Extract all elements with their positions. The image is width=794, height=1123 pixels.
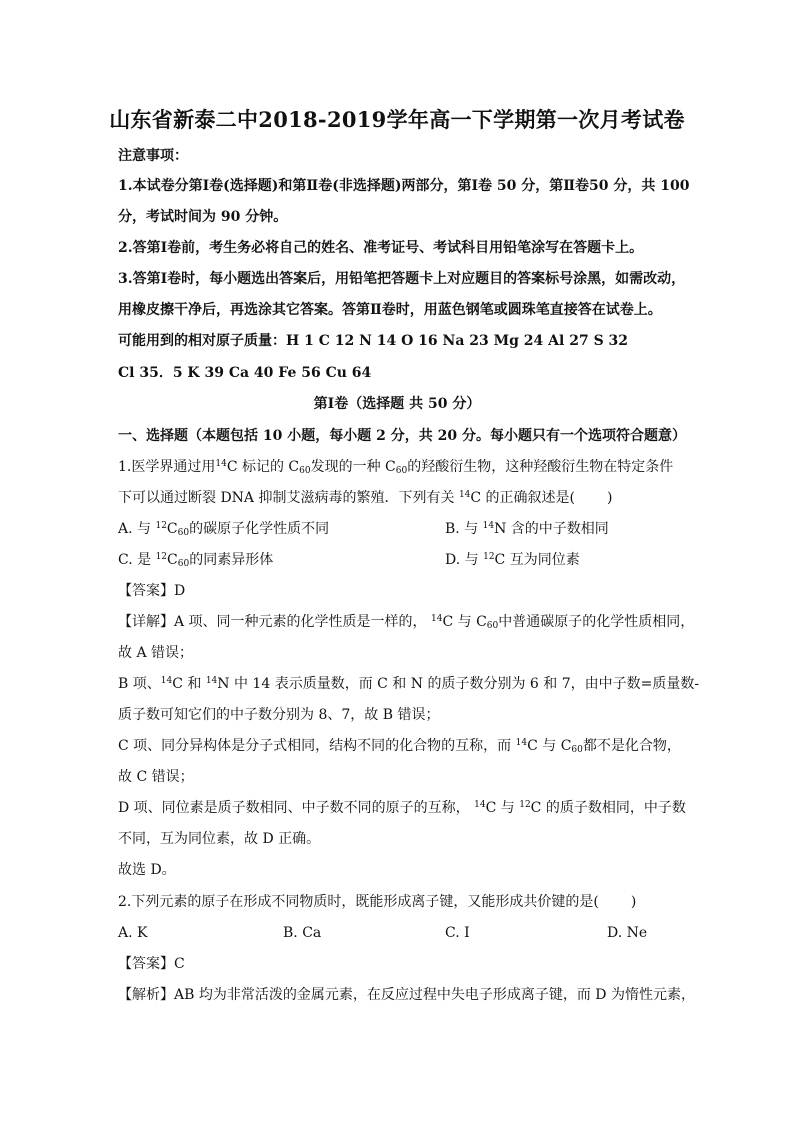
notice-item-1-line-2: 分，考试时间为 90 分钟。: [118, 209, 288, 225]
q1-option-a: A. 与 $^{12}C_{60}$的碳原子化学性质不同: [118, 521, 330, 538]
q1-explanation-line-4: 质子数可知它们的中子数分别为 8、7，故 B 错误；: [118, 707, 440, 723]
part-heading: 一、选择题（本题包括 10 小题，每小题 2 分，共 20 分。每小题只有一个选项符合题意）: [118, 428, 686, 444]
q1-explanation-line-5: C 项、同分异构体是分子式相同，结构不同的化合物的互称，而 $^{14}$C 与 $C_{60}$都不是化合物，: [118, 738, 681, 755]
q1-option-d: D. 与 $^{12}$C 互为同位素: [445, 552, 580, 568]
atomic-masses-line-2: Cl 35．5 K 39 Ca 40 Fe 56 Cu 64: [118, 365, 372, 381]
q2-answer: 【答案】C: [118, 956, 185, 972]
q2-option-d: D. Ne: [607, 925, 648, 941]
q1-stem-line-1: 1.医学界通过用$^{14}$C 标记的 $C_{60}$发现的一种 $C_{60}$的羟酸衍生物，这种羟酸衍生物在特定条件: [118, 459, 674, 476]
notice-heading: 注意事项：: [118, 148, 188, 164]
q1-explanation-line-2: 故 A 错误；: [118, 645, 194, 661]
q1-explanation-line-8: 不同，互为同位素，故 D 正确。: [118, 831, 321, 847]
q1-explanation-line-7: D 项、同位素是质子数相同、中子数不同的原子的互称， $^{14}$C 与 $^{12}$C 的质子数相同，中子数: [118, 800, 686, 816]
q2-option-c: C. I: [445, 925, 470, 941]
notice-item-1-line-1: 1.本试卷分第Ⅰ卷(选择题)和第Ⅱ卷(非选择题)两部分，第Ⅰ卷 50 分，第Ⅱ卷50 分，共 100: [118, 178, 690, 194]
q1-answer: 【答案】D: [118, 583, 186, 599]
q1-explanation-line-3: B 项、$^{14}$C 和 $^{14}$N 中 14 表示质量数，而 C 和 N 的质子数分别为 6 和 7，由中子数=质量数-: [118, 676, 700, 692]
q1-explanation-line-1: 【详解】A 项、同一种元素的化学性质是一样的， $^{14}$C 与 $C_{60}$中普通碳原子的化学性质相同，: [118, 614, 695, 631]
q1-conclusion: 故选 D。: [118, 862, 176, 878]
q1-option-b: B. 与 $^{14}$N 含的中子数相同: [445, 521, 609, 537]
notice-item-3-line-1: 3.答第Ⅰ卷时，每小题选出答案后，用铅笔把答题卡上对应题目的答案标号涂黑，如需改动，: [118, 271, 686, 287]
q1-stem-line-2: 下可以通过断裂 DNA 抑制艾滋病毒的繁殖．下列有关 $^{14}$C 的正确叙述是( ): [118, 490, 613, 506]
q2-analysis: 【解析】AB 均为非常活泼的金属元素，在反应过程中失电子形成离子键，而 D 为惰性元素，: [118, 987, 695, 1003]
q2-option-a: A. K: [118, 925, 148, 941]
notice-item-3-line-2: 用橡皮擦干净后，再选涂其它答案。答第Ⅱ卷时，用蓝色钢笔或圆珠笔直接答在试卷上。: [118, 302, 662, 318]
notice-item-2: 2.答第Ⅰ卷前，考生务必将自己的姓名、准考证号、考试科目用铅笔涂写在答题卡上。: [118, 240, 644, 256]
q2-stem: 2.下列元素的原子在形成不同物质时，既能形成离子键，又能形成共价键的是( ): [118, 894, 637, 910]
exam-title: 山东省新泰二中2018-2019学年高一下学期第一次月考试卷: [109, 107, 685, 132]
section-title: 第Ⅰ卷（选择题 共 50 分）: [313, 396, 481, 412]
q1-explanation-line-6: 故 C 错误；: [118, 769, 194, 785]
q1-option-c: C. 是 $^{12}C_{60}$的同素异形体: [118, 552, 274, 569]
atomic-masses-line-1: 可能用到的相对原子质量：H 1 C 12 N 14 O 16 Na 23 Mg 24 Al 27 S 32: [118, 333, 629, 349]
q2-option-b: B. Ca: [283, 925, 322, 941]
